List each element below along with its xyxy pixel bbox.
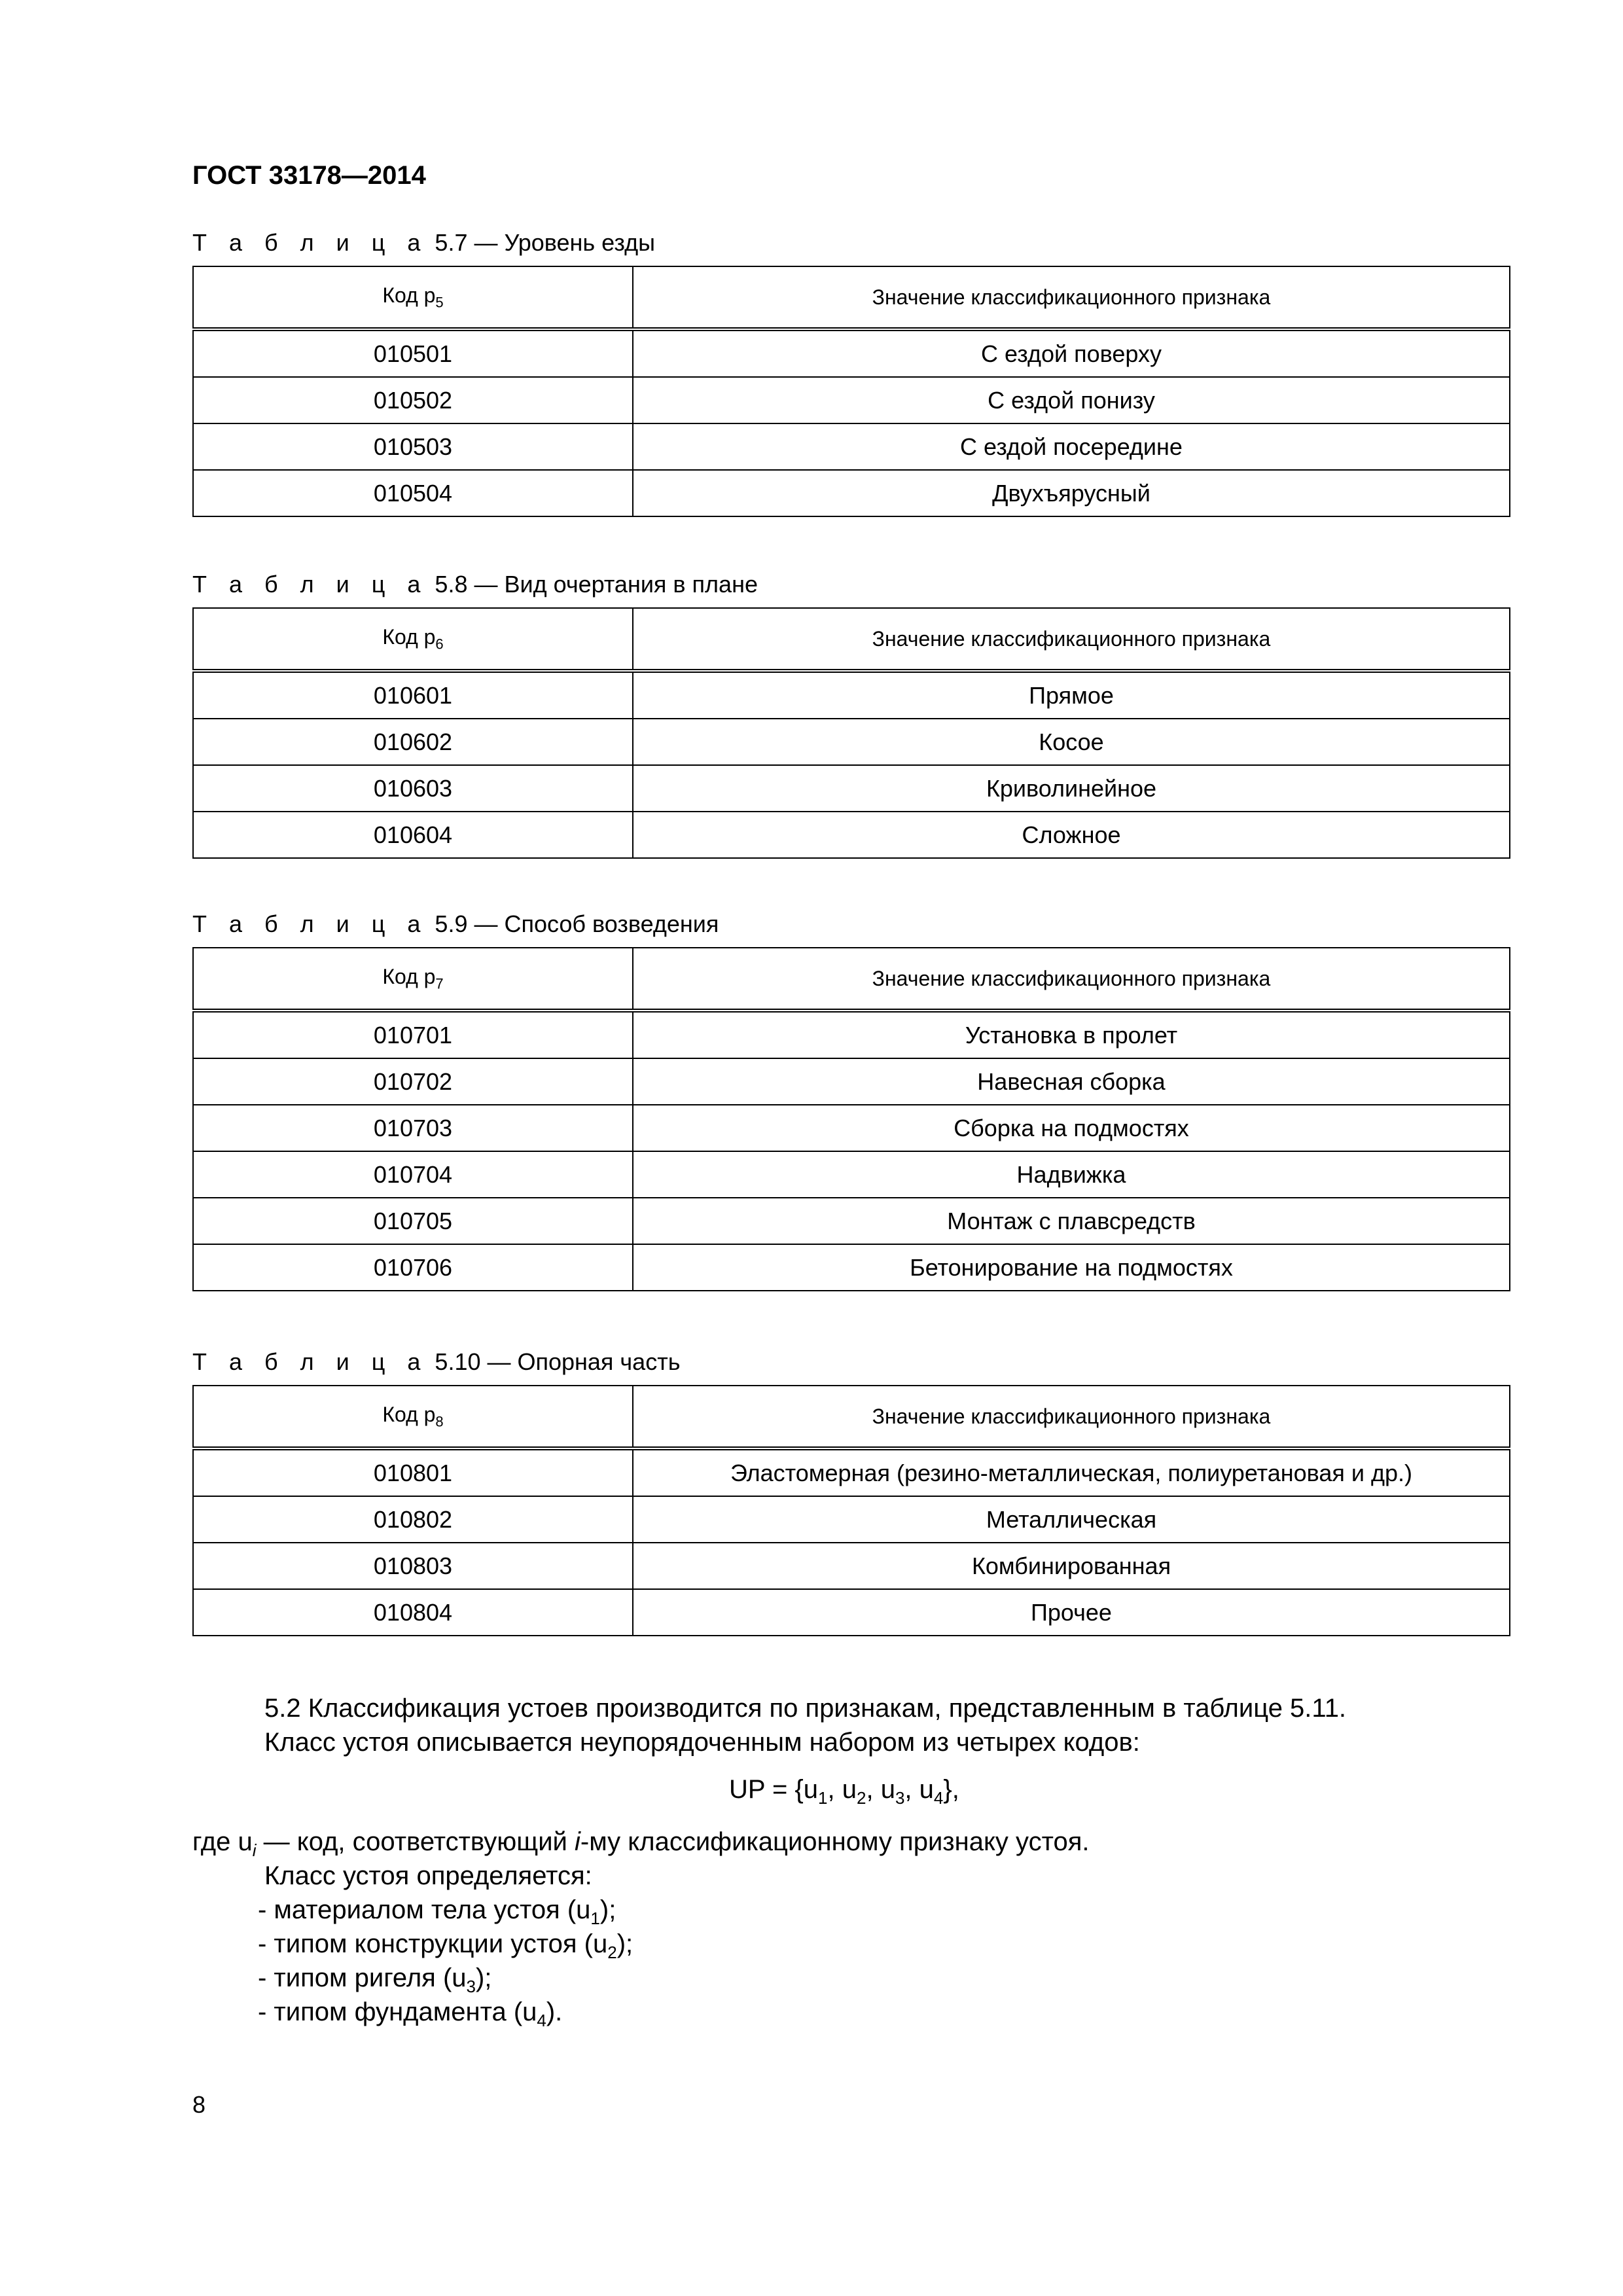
table-row — [193, 719, 1510, 765]
table-row — [193, 812, 1510, 858]
table-row — [193, 1496, 1510, 1543]
table-row — [193, 1011, 1510, 1058]
column-header-value: Значение классификационного признака — [633, 1386, 1510, 1448]
value-cell: С ездой посередине — [633, 423, 1510, 470]
code-cell: 010604 — [193, 812, 633, 858]
value-cell: Сложное — [633, 812, 1510, 858]
column-header-code: Код $p_5$ — [193, 266, 633, 329]
table-caption: Т а б л и ц а 5.9 — Способ возведения — [192, 910, 719, 937]
where-clause: где $u_i$ — код, соответствующий i-му классификационному признаку устоя. — [192, 1827, 1090, 1860]
value-cell: Эластомерная (резино-металлическая, полиуретановая и др.) — [633, 1448, 1510, 1496]
code-cell: 010705 — [193, 1198, 633, 1244]
value-cell: Криволинейное — [633, 765, 1510, 812]
value-cell: Сборка на подмостях — [633, 1105, 1510, 1151]
table-row — [193, 1589, 1510, 1636]
column-header-code: Код $p_8$ — [193, 1386, 633, 1448]
column-header-value: Значение классификационного признака — [633, 266, 1510, 329]
page-number: 8 — [192, 2091, 206, 2118]
value-cell: Комбинированная — [633, 1543, 1510, 1589]
table-caption: Т а б л и ц а 5.10 — Опорная часть — [192, 1348, 681, 1375]
column-header-code: Код $p_6$ — [193, 608, 633, 671]
value-cell: Надвижка — [633, 1151, 1510, 1198]
code-cell: 010602 — [193, 719, 633, 765]
table-row — [193, 1151, 1510, 1198]
code-cell: 010706 — [193, 1244, 633, 1291]
paragraph-5-2: 5.2 Классификация устоев производится по признакам, представленным в таблице 5.11. — [264, 1694, 1347, 1723]
value-cell: С ездой понизу — [633, 377, 1510, 423]
table-row — [193, 1105, 1510, 1151]
criteria-list-item: - типом фундамента $(u_4)$. — [258, 1998, 563, 2030]
table-caption: Т а б л и ц а 5.7 — Уровень езды — [192, 229, 655, 256]
classification-table — [192, 1385, 1510, 1636]
table-row — [193, 1244, 1510, 1291]
code-cell: 010804 — [193, 1589, 633, 1636]
criteria-list-item: - типом ригеля $(u_3)$; — [258, 1964, 492, 1996]
code-cell: 010603 — [193, 765, 633, 812]
value-cell: Установка в пролет — [633, 1011, 1510, 1058]
document-header: ГОСТ 33178—2014 — [192, 161, 426, 190]
table-row — [193, 423, 1510, 470]
code-cell: 010501 — [193, 329, 633, 377]
paragraph-class-defined: Класс устоя определяется: — [264, 1861, 592, 1890]
table-row — [193, 765, 1510, 812]
value-cell: Навесная сборка — [633, 1058, 1510, 1105]
value-cell: Косое — [633, 719, 1510, 765]
value-cell: Металлическая — [633, 1496, 1510, 1543]
value-cell: Бетонирование на подмостях — [633, 1244, 1510, 1291]
code-cell: 010701 — [193, 1011, 633, 1058]
table-row — [193, 1198, 1510, 1244]
code-cell: 010703 — [193, 1105, 633, 1151]
column-header-code: Код $p_7$ — [193, 948, 633, 1011]
code-cell: 010502 — [193, 377, 633, 423]
value-cell: Монтаж с плавсредств — [633, 1198, 1510, 1244]
table-row — [193, 671, 1510, 719]
value-cell: С ездой поверху — [633, 329, 1510, 377]
table-row — [193, 377, 1510, 423]
code-cell: 010704 — [193, 1151, 633, 1198]
code-cell: 010803 — [193, 1543, 633, 1589]
code-cell: 010601 — [193, 671, 633, 719]
code-cell: 010504 — [193, 470, 633, 516]
classification-table — [192, 947, 1510, 1291]
criteria-list-item: - типом конструкции устоя $(u_2)$; — [258, 1929, 633, 1962]
code-cell: 010702 — [193, 1058, 633, 1105]
value-cell: Двухъярусный — [633, 470, 1510, 516]
column-header-value: Значение классификационного признака — [633, 608, 1510, 671]
code-cell: 010801 — [193, 1448, 633, 1496]
table-row — [193, 329, 1510, 377]
value-cell: Прямое — [633, 671, 1510, 719]
formula: UP = {$u_1$, $u_2$, $u_3$, $u_4$}, — [729, 1775, 959, 1808]
classification-table — [192, 607, 1510, 859]
table-row — [193, 1058, 1510, 1105]
code-cell: 010802 — [193, 1496, 633, 1543]
table-row — [193, 470, 1510, 516]
table-row — [193, 1543, 1510, 1589]
classification-table — [192, 266, 1510, 517]
table-row — [193, 1448, 1510, 1496]
column-header-value: Значение классификационного признака — [633, 948, 1510, 1011]
criteria-list-item: - материалом тела устоя $(u_1)$; — [258, 1895, 616, 1928]
code-cell: 010503 — [193, 423, 633, 470]
table-caption: Т а б л и ц а 5.8 — Вид очертания в плане — [192, 571, 758, 598]
paragraph-class-description: Класс устоя описывается неупорядоченным набором из четырех кодов: — [264, 1728, 1140, 1757]
value-cell: Прочее — [633, 1589, 1510, 1636]
